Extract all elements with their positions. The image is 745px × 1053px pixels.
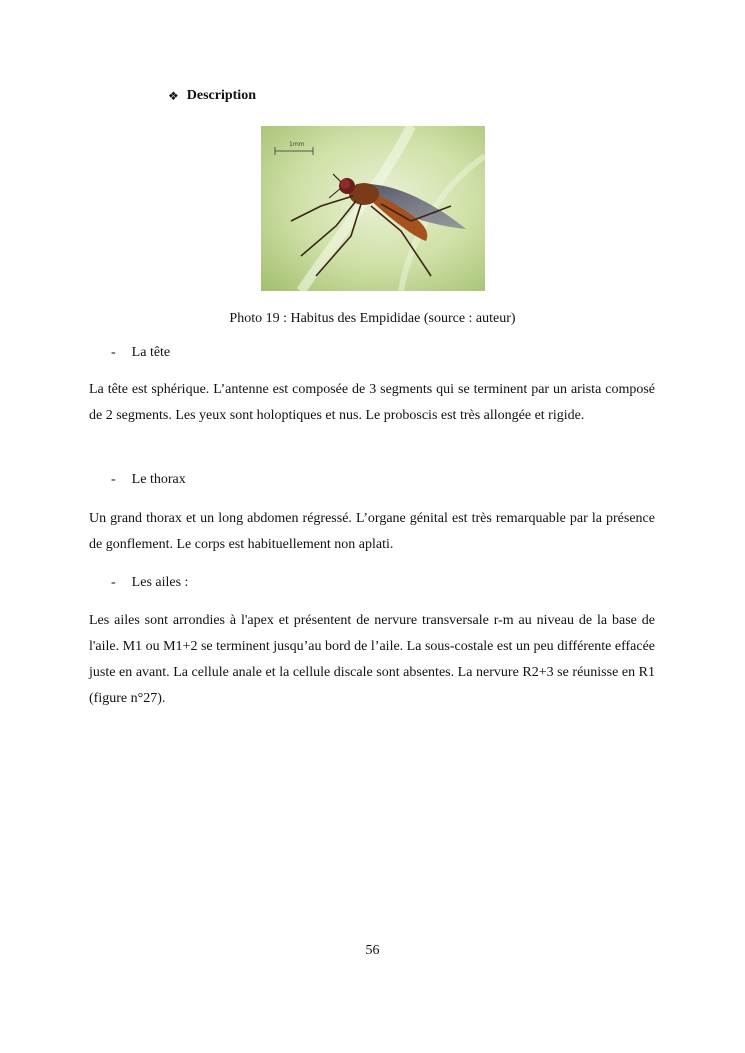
- subheading-label: La tête: [131, 345, 171, 360]
- subheading-thorax: [111, 472, 186, 488]
- paragraph-head: La tête est sphérique. L’antenne est composée de 3 segments qui se terminent par un arista composé de 2 segments. Les yeux sont holoptiques et nus. Le proboscis est très allongée et rigide.: [89, 382, 655, 423]
- figure-caption: Photo 19 : Habitus des Empididae (source : auteur): [229, 311, 516, 326]
- diamond-bullet-icon: ❖: [168, 88, 179, 103]
- section-heading: [168, 88, 256, 104]
- paragraph-wings: Les ailes sont arrondies à l'apex et présentent de nervure transversale r-m au niveau de la base de l'aile. M1 ou M1+2 se terminent jusqu’au bord de l’aile. La sous-costale est un peu différente effacée juste en avant. La cellule anale et la cellule discale sont absentes. La nervure R2+3 se réunisse en R1 (figure n°27).: [89, 613, 655, 706]
- subheading-label: Les ailes :: [131, 575, 189, 590]
- subheading-label: Le thorax: [131, 472, 186, 487]
- scale-label: 1mm: [289, 141, 305, 148]
- subheading-wings: [111, 575, 188, 591]
- insect-photo: [261, 126, 485, 291]
- dash-marker: -: [111, 575, 116, 590]
- page-number: 56: [365, 943, 380, 958]
- subheading-head: [111, 345, 170, 361]
- section-title: Description: [186, 88, 256, 103]
- paragraph-thorax: Un grand thorax et un long abdomen régressé. L’organe génital est très remarquable par la présence de gonflement. Le corps est habituellement non aplati.: [89, 511, 655, 552]
- dash-marker: -: [111, 472, 116, 487]
- dash-marker: -: [111, 345, 116, 360]
